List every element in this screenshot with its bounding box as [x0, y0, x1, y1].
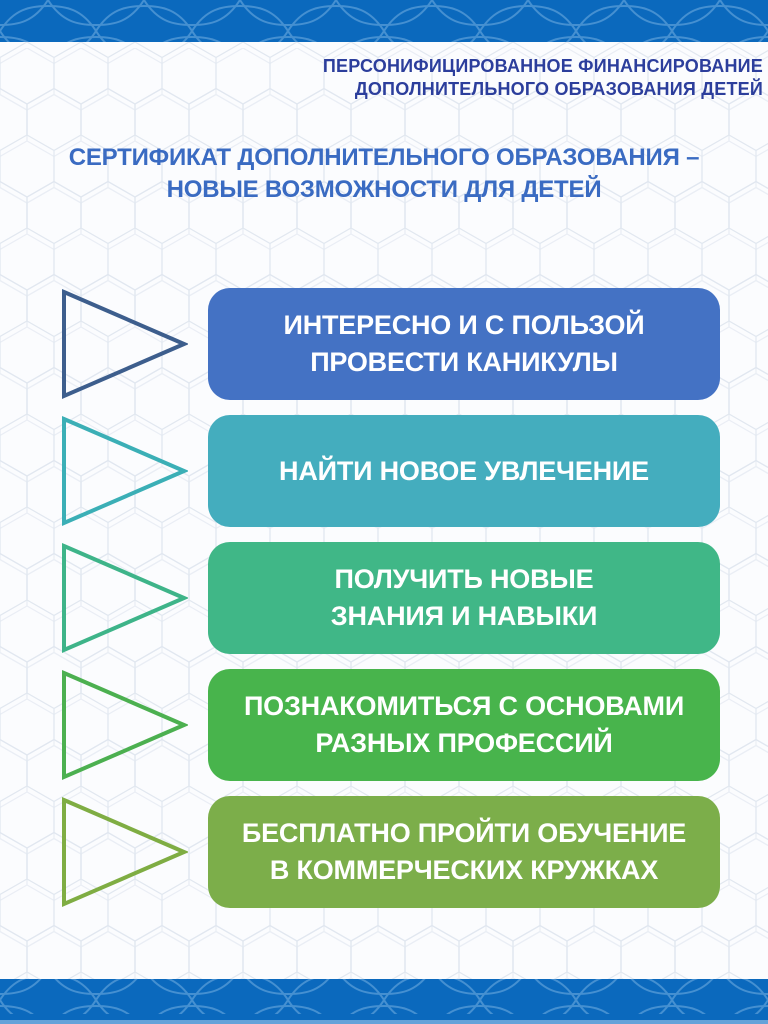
benefit-banner: [208, 288, 720, 400]
benefit-label-line2: ПРОВЕСТИ КАНИКУЛЫ: [310, 347, 618, 377]
benefit-label-line2: ЗНАНИЯ И НАВЫКИ: [330, 601, 598, 631]
benefit-banner: [208, 669, 720, 781]
arrow-triangle-icon: [61, 288, 188, 400]
arrow-triangle-icon: [61, 415, 188, 527]
benefit-label-line1: ИНТЕРЕСНО И С ПОЛЬЗОЙ: [283, 310, 645, 340]
benefits-list: [0, 288, 768, 908]
benefit-label-line2: В КОММЕРЧЕСКИХ КРУЖКАХ: [269, 855, 659, 885]
benefit-banner: [208, 415, 720, 527]
benefit-banner: [208, 542, 720, 654]
benefit-row: [0, 542, 768, 654]
benefit-label-line1: ПОЗНАКОМИТЬСЯ С ОСНОВАМИ: [243, 691, 685, 721]
program-header: [323, 55, 763, 101]
benefit-row: [0, 796, 768, 908]
bottom-decorative-bar: [0, 979, 768, 1024]
page-title-line2: НОВЫЕ ВОЗМОЖНОСТИ ДЛЯ ДЕТЕЙ: [166, 176, 602, 203]
benefit-banner: [208, 796, 720, 908]
program-header-line1: ПЕРСОНИФИЦИРОВАННОЕ ФИНАНСИРОВАНИЕ: [322, 56, 763, 76]
page-title: [0, 142, 768, 206]
page-title-line1: СЕРТИФИКАТ ДОПОЛНИТЕЛЬНОГО ОБРАЗОВАНИЯ –: [68, 144, 700, 171]
benefit-row: [0, 415, 768, 527]
benefit-row: [0, 288, 768, 400]
top-decorative-bar: [0, 0, 768, 42]
benefit-row: [0, 669, 768, 781]
program-header-line2: ДОПОЛНИТЕЛЬНОГО ОБРАЗОВАНИЯ ДЕТЕЙ: [354, 79, 763, 99]
benefit-label-line1: НАЙТИ НОВОЕ УВЛЕЧЕНИЕ: [279, 455, 649, 486]
arrow-triangle-icon: [61, 669, 188, 781]
benefit-label-line1: БЕСПЛАТНО ПРОЙТИ ОБУЧЕНИЕ: [241, 818, 687, 848]
benefit-label-line2: РАЗНЫХ ПРОФЕССИЙ: [315, 728, 613, 758]
arrow-triangle-icon: [61, 542, 188, 654]
arrow-triangle-icon: [61, 796, 188, 908]
benefit-label-line1: ПОЛУЧИТЬ НОВЫЕ: [334, 564, 594, 594]
